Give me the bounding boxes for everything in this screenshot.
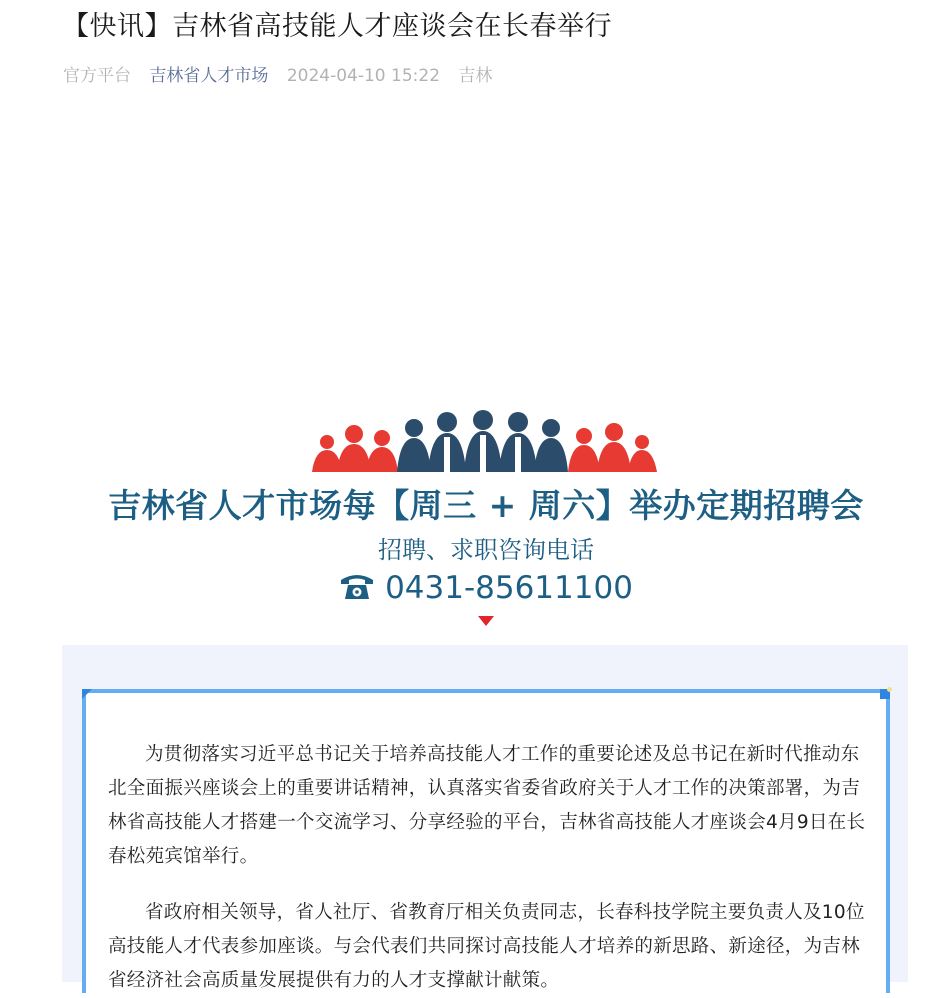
card-corner-dot <box>887 687 892 692</box>
crowd-icon <box>312 410 657 472</box>
arrow-down-icon <box>478 616 494 626</box>
banner-headline: 吉林省人才市场每【周三 + 周六】举办定期招聘会 <box>108 486 864 525</box>
job-fair-banner <box>62 410 910 635</box>
banner-phone-number[interactable]: 0431-85611100 <box>385 570 633 606</box>
article-title: 【快讯】吉林省高技能人才座谈会在长春举行 <box>62 11 612 42</box>
card-corner-decoration <box>82 689 92 699</box>
author-link[interactable]: 吉林省人才市场 <box>149 66 269 86</box>
source-tag: 官方平台 <box>63 66 131 86</box>
content-panel <box>62 645 908 991</box>
article-paragraph: 省政府相关领导，省人社厅、省教育厅相关负责同志，长春科技学院主要负责人及10位高技能人才代表参加座谈。与会代表们共同探讨高技能人才培养的新思路、新途径，为吉林省经济社会高质量发展提供有力的人才支撑献计献策。 <box>108 902 865 991</box>
article-card <box>82 689 890 993</box>
card-corner-decoration <box>880 689 890 699</box>
banner-subline: 招聘、求职咨询电话 <box>378 536 594 564</box>
article-paragraph: 为贯彻落实习近平总书记关于培养高技能人才工作的重要论述及总书记在新时代推动东北全面振兴座谈会上的重要讲话精神，认真落实省委省政府关于人才工作的决策部署，为吉林省高技能人才搭建一个交流学习、分享经验的平台，吉林省高技能人才座谈会4月9日在长春松苑宾馆举行。 <box>108 744 866 867</box>
banner-phone-row <box>62 570 910 606</box>
publish-datetime: 2024-04-10 15:22 <box>286 66 441 86</box>
publish-location: 吉林 <box>458 66 493 86</box>
telephone-icon <box>339 571 375 601</box>
article-meta <box>63 61 505 86</box>
